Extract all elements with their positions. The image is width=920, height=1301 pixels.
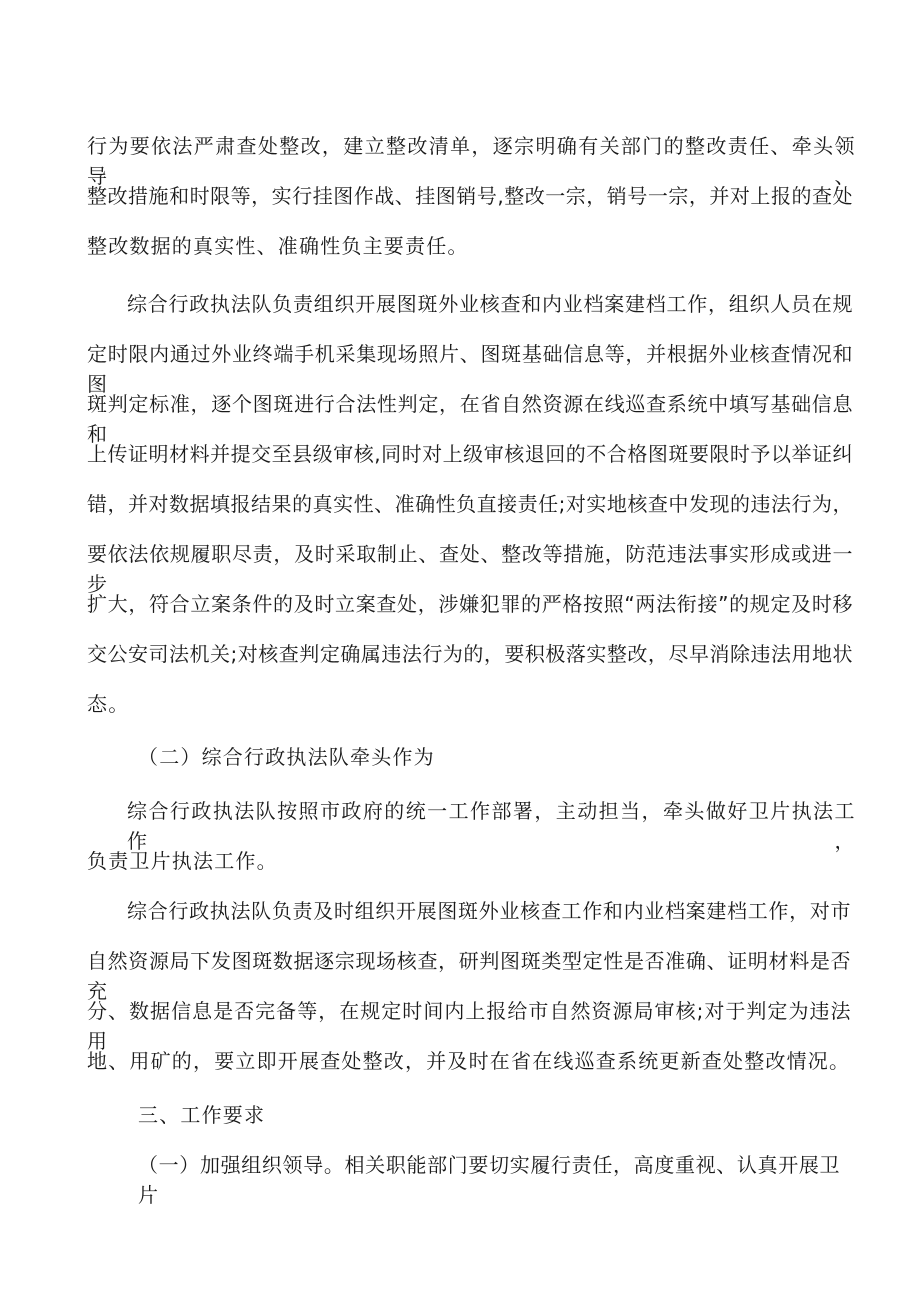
section-heading-3: 三、工作要求: [138, 1103, 266, 1127]
paragraph-line: 负责卫片执法工作。: [87, 849, 278, 873]
paragraph-line: 定时限内通过外业终端手机采集现场照片、图斑基础信息等，并根据外业核查情况和图: [87, 342, 853, 396]
paragraph-line: 扩大，符合立案条件的及时立案查处，涉嫌犯罪的严格按照“两法衔接”的规定及时移: [87, 592, 853, 616]
paragraph-line: 整改数据的真实性、准确性负主要责任。: [87, 234, 469, 258]
paragraph-line: （一）加强组织领导。相关职能部门要切实履行责任，高度重视、认真开展卫片: [138, 1153, 840, 1207]
paragraph-line: 综合行政执法队负责组织开展图斑外业核查和内业档案建档工作，组织人员在规: [127, 292, 853, 316]
paragraph-line: 要依法依规履职尽责，及时采取制止、查处、整改等措施，防范违法事实形成或进一步: [87, 542, 853, 596]
paragraph-line: 态。: [87, 692, 130, 716]
paragraph-line: 综合行政执法队按照市政府的统一工作部署，主动担当，牵头做好卫片执法工作，: [127, 799, 855, 853]
paragraph-line: 上传证明材料并提交至县级审核,同时对上级审核退回的不合格图斑要限时予以举证纠: [87, 442, 853, 466]
paragraph-line: 自然资源局下发图斑数据逐宗现场核查，研判图斑类型定性是否准确、证明材料是否充: [87, 949, 851, 1003]
paragraph-line: 行为要依法严肃查处整改，建立整改清单，逐宗明确有关部门的整改责任、牵头领导、: [87, 134, 855, 188]
paragraph-line: 分、数据信息是否完备等，在规定时间内上报给市自然资源局审核;对于判定为违法用: [87, 999, 851, 1053]
subheading-2: （二）综合行政执法队牵头作为: [138, 745, 435, 769]
paragraph-line: 错，并对数据填报结果的真实性、准确性负直接责任;对实地核查中发现的违法行为，: [87, 492, 853, 516]
paragraph-line: 整改措施和时限等，实行挂图作战、挂图销号,整改一宗，销号一宗，并对上报的查处: [87, 184, 853, 208]
paragraph-line: 斑判定标准，逐个图斑进行合法性判定，在省自然资源在线巡查系统中填写基础信息和: [87, 392, 853, 446]
paragraph-line: 交公安司法机关;对核查判定确属违法行为的，要积极落实整改，尽早消除违法用地状: [87, 642, 853, 666]
paragraph-line: 综合行政执法队负责及时组织开展图斑外业核查工作和内业档案建档工作，对市: [127, 899, 851, 923]
paragraph-line: 地、用矿的，要立即开展查处整改，并及时在省在线巡查系统更新查处整改情况。: [87, 1049, 851, 1073]
